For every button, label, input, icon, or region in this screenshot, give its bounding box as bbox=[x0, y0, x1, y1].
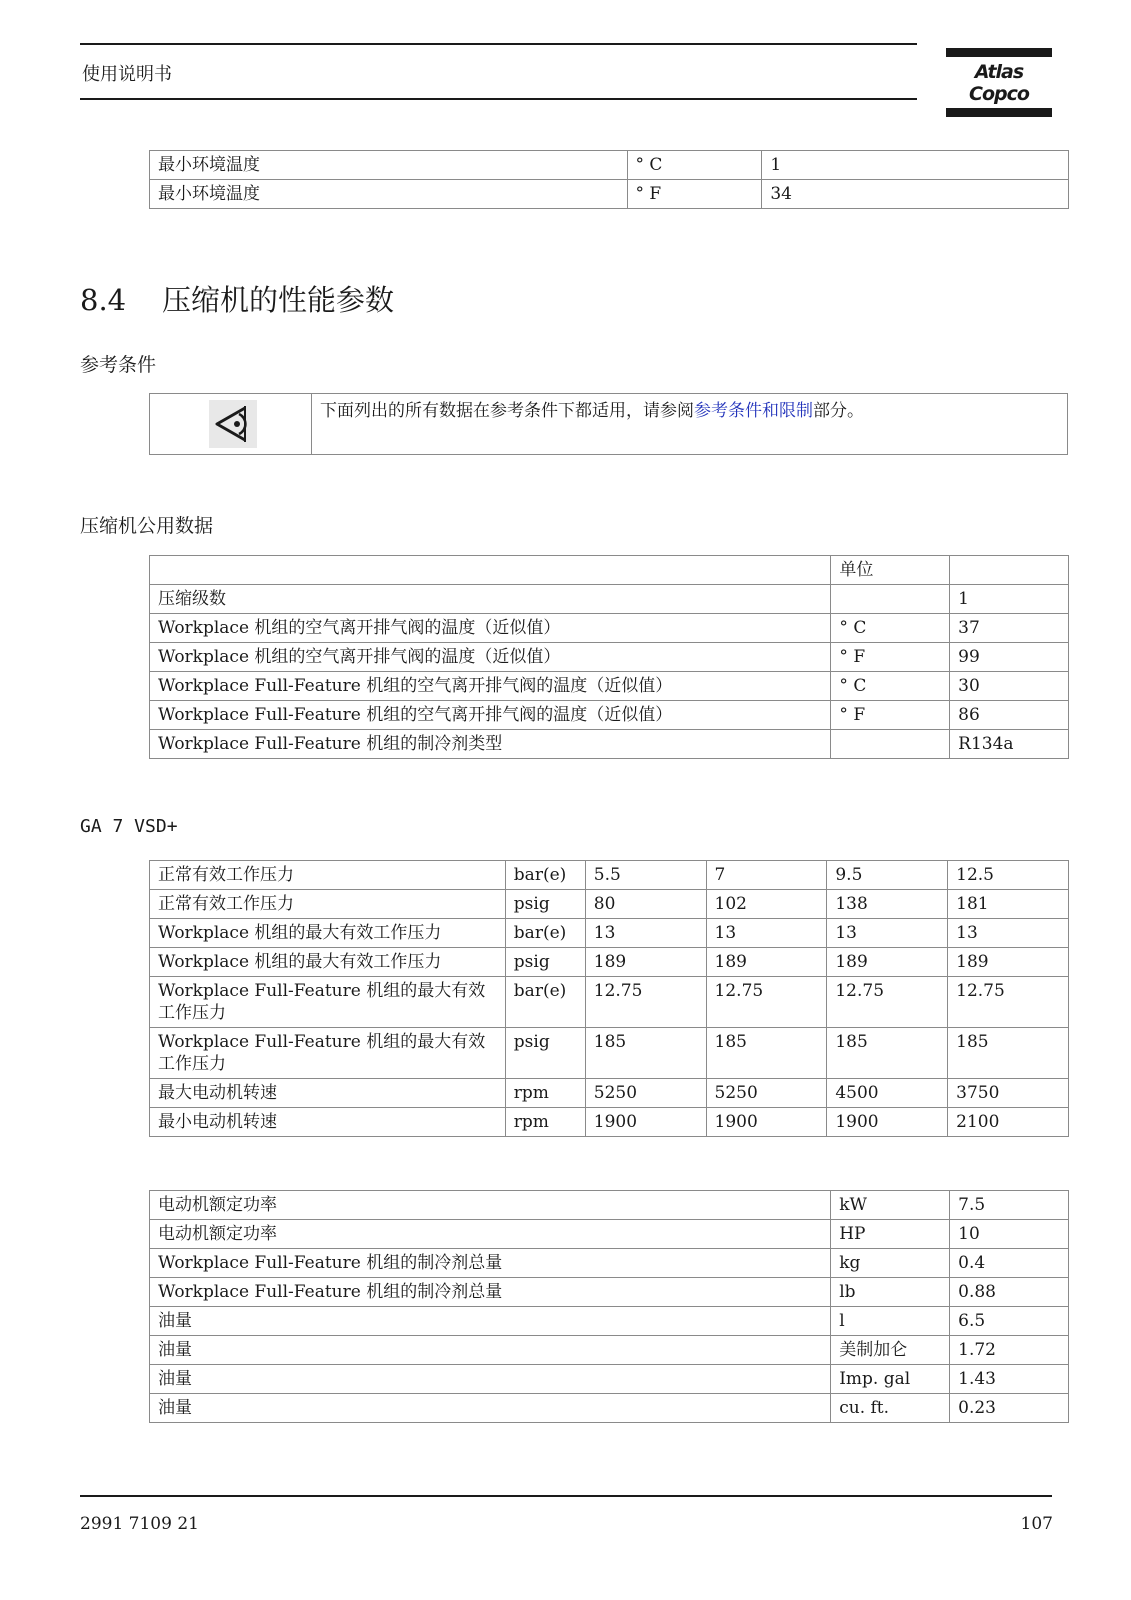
table-row bbox=[150, 1394, 1069, 1423]
row-unit: ° C bbox=[627, 151, 762, 180]
row-label: Workplace 机组的最大有效工作压力 bbox=[150, 919, 506, 948]
row-value: 13 bbox=[706, 919, 827, 948]
row-value: 185 bbox=[585, 1028, 706, 1079]
unit-header: 单位 bbox=[831, 556, 950, 585]
row-value: 86 bbox=[950, 701, 1069, 730]
row-value: 1.43 bbox=[950, 1365, 1069, 1394]
common-data-table bbox=[149, 555, 1069, 759]
row-unit bbox=[831, 585, 950, 614]
row-unit: psig bbox=[505, 890, 585, 919]
row-unit: rpm bbox=[505, 1079, 585, 1108]
table-row bbox=[150, 1278, 1069, 1307]
table-row bbox=[150, 643, 1069, 672]
document-number: 2991 7109 21 bbox=[80, 1514, 199, 1534]
header-top-rule bbox=[80, 43, 917, 45]
table-row bbox=[150, 1249, 1069, 1278]
row-unit: bar(e) bbox=[505, 977, 585, 1028]
row-value: 30 bbox=[950, 672, 1069, 701]
row-unit: ° C bbox=[831, 672, 950, 701]
row-unit: l bbox=[831, 1307, 950, 1336]
table-row bbox=[150, 919, 1069, 948]
power-oil-table bbox=[149, 1190, 1069, 1423]
row-value: 1.72 bbox=[950, 1336, 1069, 1365]
row-unit: psig bbox=[505, 1028, 585, 1079]
row-unit: HP bbox=[831, 1220, 950, 1249]
row-value: 189 bbox=[585, 948, 706, 977]
row-label: 最小环境温度 bbox=[150, 151, 628, 180]
row-value: 5250 bbox=[706, 1079, 827, 1108]
eye-icon bbox=[209, 400, 257, 448]
row-label: 油量 bbox=[150, 1394, 831, 1423]
row-label: Workplace Full-Feature 机组的最大有效工作压力 bbox=[150, 977, 506, 1028]
row-unit: rpm bbox=[505, 1108, 585, 1137]
row-unit: ° F bbox=[831, 643, 950, 672]
page-number: 107 bbox=[1020, 1514, 1053, 1534]
row-unit: kg bbox=[831, 1249, 950, 1278]
reference-note bbox=[149, 393, 1068, 455]
row-value: 37 bbox=[950, 614, 1069, 643]
table-row bbox=[150, 890, 1069, 919]
row-label: 正常有效工作压力 bbox=[150, 890, 506, 919]
row-value: 2100 bbox=[948, 1108, 1069, 1137]
table-row bbox=[150, 701, 1069, 730]
row-value: 9.5 bbox=[827, 861, 948, 890]
table-row bbox=[150, 948, 1069, 977]
row-unit: lb bbox=[831, 1278, 950, 1307]
row-label: 电动机额定功率 bbox=[150, 1220, 831, 1249]
row-value: 185 bbox=[706, 1028, 827, 1079]
table-row bbox=[150, 1191, 1069, 1220]
row-label: Workplace Full-Feature 机组的制冷剂总量 bbox=[150, 1278, 831, 1307]
row-value: 12.5 bbox=[948, 861, 1069, 890]
row-value: 7.5 bbox=[950, 1191, 1069, 1220]
row-value: 0.23 bbox=[950, 1394, 1069, 1423]
row-unit: cu. ft. bbox=[831, 1394, 950, 1423]
table-row bbox=[150, 180, 1069, 209]
section-heading: 压缩机的性能参数 bbox=[162, 283, 395, 317]
row-value: 189 bbox=[827, 948, 948, 977]
row-label: Workplace 机组的最大有效工作压力 bbox=[150, 948, 506, 977]
row-unit: psig bbox=[505, 948, 585, 977]
row-value: 189 bbox=[706, 948, 827, 977]
note-text-before: 下面列出的所有数据在参考条件下都适用，请参阅 bbox=[320, 401, 694, 421]
row-unit: Imp. gal bbox=[831, 1365, 950, 1394]
row-label: Workplace Full-Feature 机组的空气离开排气阀的温度（近似值） bbox=[150, 672, 831, 701]
row-value: 0.88 bbox=[950, 1278, 1069, 1307]
row-value: 4500 bbox=[827, 1079, 948, 1108]
table-row bbox=[150, 730, 1069, 759]
row-label: Workplace Full-Feature 机组的制冷剂类型 bbox=[150, 730, 831, 759]
table-row bbox=[150, 614, 1069, 643]
row-label: 油量 bbox=[150, 1336, 831, 1365]
row-label: 最小电动机转速 bbox=[150, 1108, 506, 1137]
row-value: 1 bbox=[950, 585, 1069, 614]
row-value: 3750 bbox=[948, 1079, 1069, 1108]
row-label: 油量 bbox=[150, 1365, 831, 1394]
row-label: Workplace 机组的空气离开排气阀的温度（近似值） bbox=[150, 614, 831, 643]
section-number: 8.4 bbox=[80, 283, 127, 317]
row-value: 99 bbox=[950, 643, 1069, 672]
model-heading: GA 7 VSD+ bbox=[80, 816, 178, 837]
section-title bbox=[80, 278, 394, 319]
row-value: 34 bbox=[762, 180, 1069, 209]
table-header-row bbox=[150, 556, 1069, 585]
model-performance-table bbox=[149, 860, 1069, 1137]
row-value: 0.4 bbox=[950, 1249, 1069, 1278]
ambient-temperature-table bbox=[149, 150, 1069, 209]
row-label: Workplace 机组的空气离开排气阀的温度（近似值） bbox=[150, 643, 831, 672]
table-row bbox=[150, 1220, 1069, 1249]
row-value: 1900 bbox=[706, 1108, 827, 1137]
row-value: 13 bbox=[948, 919, 1069, 948]
row-value: 185 bbox=[827, 1028, 948, 1079]
row-value: 6.5 bbox=[950, 1307, 1069, 1336]
row-unit: 美制加仑 bbox=[831, 1336, 950, 1365]
row-value: 12.75 bbox=[585, 977, 706, 1028]
table-row bbox=[150, 861, 1069, 890]
logo-text: Atlas Copco bbox=[969, 61, 1029, 105]
row-label: Workplace Full-Feature 机组的空气离开排气阀的温度（近似值） bbox=[150, 701, 831, 730]
row-value: 102 bbox=[706, 890, 827, 919]
row-label: 最小环境温度 bbox=[150, 180, 628, 209]
row-value: 5250 bbox=[585, 1079, 706, 1108]
common-data-heading: 压缩机公用数据 bbox=[80, 515, 214, 537]
reference-conditions-link[interactable]: 参考条件和限制 bbox=[694, 401, 813, 421]
note-text-after: 部分。 bbox=[813, 401, 864, 421]
row-unit: bar(e) bbox=[505, 861, 585, 890]
row-value: 1900 bbox=[827, 1108, 948, 1137]
row-unit: ° F bbox=[627, 180, 762, 209]
row-value: 13 bbox=[585, 919, 706, 948]
table-row bbox=[150, 672, 1069, 701]
row-value: 185 bbox=[948, 1028, 1069, 1079]
row-value: 10 bbox=[950, 1220, 1069, 1249]
table-row bbox=[150, 1365, 1069, 1394]
row-label: 最大电动机转速 bbox=[150, 1079, 506, 1108]
row-value: 12.75 bbox=[706, 977, 827, 1028]
table-row bbox=[150, 1336, 1069, 1365]
row-label: 正常有效工作压力 bbox=[150, 861, 506, 890]
row-unit: ° F bbox=[831, 701, 950, 730]
row-value: 13 bbox=[827, 919, 948, 948]
table-row bbox=[150, 1307, 1069, 1336]
header-bottom-rule bbox=[80, 98, 917, 100]
table-row bbox=[150, 585, 1069, 614]
row-label: Workplace Full-Feature 机组的最大有效工作压力 bbox=[150, 1028, 506, 1079]
row-value: 80 bbox=[585, 890, 706, 919]
row-value: 7 bbox=[706, 861, 827, 890]
table-row bbox=[150, 1079, 1069, 1108]
row-value: 138 bbox=[827, 890, 948, 919]
row-value: 181 bbox=[948, 890, 1069, 919]
table-row bbox=[150, 1108, 1069, 1137]
table-row bbox=[150, 1028, 1069, 1079]
row-label: 电动机额定功率 bbox=[150, 1191, 831, 1220]
row-unit: ° C bbox=[831, 614, 950, 643]
row-value: R134a bbox=[950, 730, 1069, 759]
row-value: 5.5 bbox=[585, 861, 706, 890]
table-row bbox=[150, 977, 1069, 1028]
row-value: 12.75 bbox=[948, 977, 1069, 1028]
reference-heading: 参考条件 bbox=[80, 354, 157, 376]
row-label: 压缩级数 bbox=[150, 585, 831, 614]
row-value: 1900 bbox=[585, 1108, 706, 1137]
atlas-copco-logo bbox=[946, 48, 1052, 117]
manual-title: 使用说明书 bbox=[82, 64, 172, 85]
footer-rule bbox=[80, 1495, 1052, 1497]
row-value: 189 bbox=[948, 948, 1069, 977]
row-value: 12.75 bbox=[827, 977, 948, 1028]
row-unit bbox=[831, 730, 950, 759]
table-row bbox=[150, 151, 1069, 180]
reference-note-text bbox=[320, 400, 864, 422]
row-unit: bar(e) bbox=[505, 919, 585, 948]
row-value: 1 bbox=[762, 151, 1069, 180]
row-label: 油量 bbox=[150, 1307, 831, 1336]
row-label: Workplace Full-Feature 机组的制冷剂总量 bbox=[150, 1249, 831, 1278]
row-unit: kW bbox=[831, 1191, 950, 1220]
